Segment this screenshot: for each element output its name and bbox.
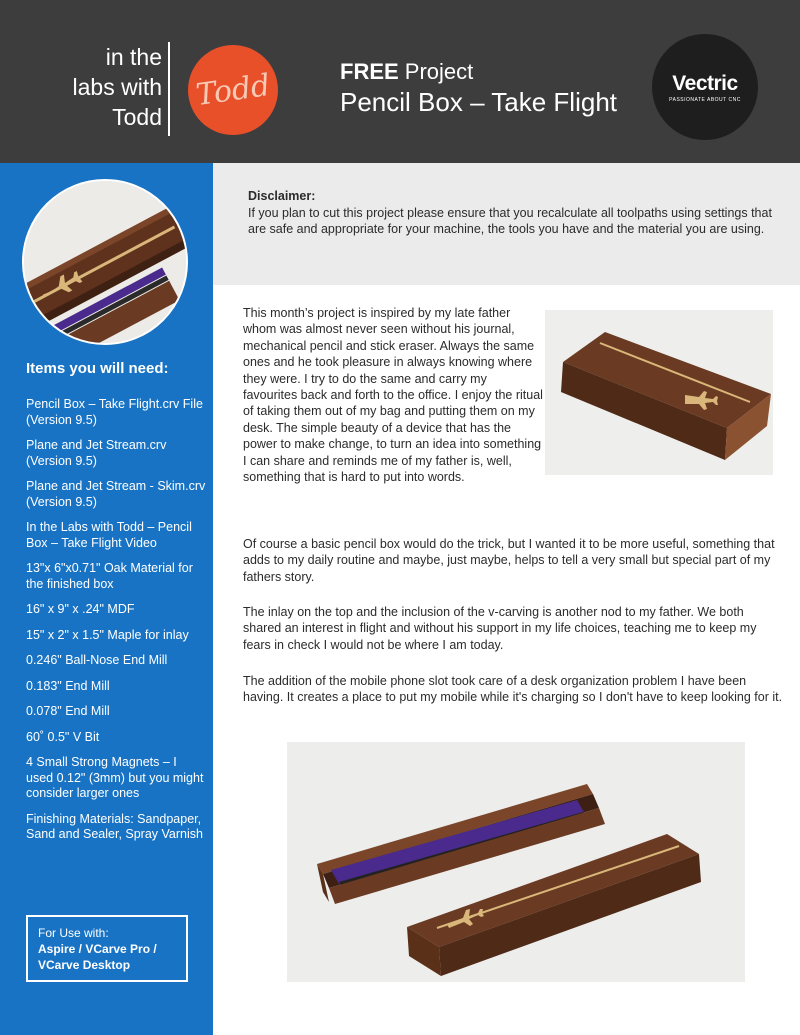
list-item: Finishing Materials: Sandpaper, Sand and Sealer, Spray Varnish [26, 811, 203, 841]
list-item: 0.246" Ball-Nose End Mill [26, 653, 168, 667]
list-item: 15" x 2" x 1.5" Maple for inlay [26, 627, 189, 642]
sidebar [0, 163, 213, 1035]
title-line-1 [340, 58, 617, 86]
items-heading: Items you will need: [26, 360, 169, 377]
intro-paragraph: This month’s project is inspired by my late father whom was almost never seen without his journal, mechanical pencil and stick eraser. Always the same ones and he took pleasure in always knowing where they were. I try to do the same and carry my favourites back and forth to the office. I enjoy the ritual of taking them out of my bag and putting them on my desk. The simple beauty of a device that has the power to make change, to turn an idea into something I can share and reminds me of my father is, well, something that is hard to put into words. [243, 306, 543, 485]
list-item: Pencil Box – Take Flight.crv File (Version 9.5) [26, 397, 203, 427]
vectric-logo-name: Vectric [672, 71, 738, 95]
list-item: In the Labs with Todd – Pencil Box – Take Flight Video [26, 520, 192, 550]
todd-logo [188, 45, 278, 135]
title-line-2: Pencil Box – Take Flight [340, 87, 617, 117]
list-item: Plane and Jet Stream.crv (Version 9.5) [26, 438, 167, 468]
open-pencil-box-photo [287, 742, 745, 982]
page-header [0, 0, 800, 163]
list-item: 4 Small Strong Magnets – I used 0.12" (3mm) but you might consider larger ones [26, 755, 204, 800]
intro-paragraph-wrap [243, 305, 543, 485]
use-with-label: For Use with: [38, 926, 109, 940]
vectric-logo-tagline: PASSIONATE ABOUT CNC [669, 96, 741, 103]
list-item: Plane and Jet Stream - Skim.crv (Version 9.5) [26, 479, 206, 509]
list-item: 0.183" End Mill [26, 678, 110, 693]
disclaimer-title: Disclaimer: [248, 189, 316, 203]
use-with-products: Aspire / VCarve Pro / VCarve Desktop [38, 942, 157, 972]
project-title [340, 58, 617, 118]
disclaimer-panel [213, 163, 800, 285]
list-item: 60˚ 0.5" V Bit [26, 729, 100, 744]
pencil-box-round-photo [22, 179, 188, 345]
brand-text [72, 42, 162, 132]
use-with-box [26, 915, 188, 982]
paragraph-3: The inlay on the top and the inclusion of the v-carving is another nod to my father. We both shared an interest in flight and without his support in my life choices, teaching me to keep my fears in check I would not be where I am today. [243, 605, 757, 652]
list-item: 16" x 9" x .24" MDF [26, 602, 135, 616]
todd-logo-text: Todd [193, 67, 273, 113]
vectric-logo [652, 34, 758, 140]
list-item: 0.078" End Mill [26, 704, 110, 718]
title-free: FREE [340, 59, 399, 84]
items-list [26, 397, 206, 853]
brand-line-2: labs with [72, 74, 162, 100]
title-project: Project [398, 59, 474, 84]
disclaimer-text: If you plan to cut this project please ensure that you recalculate all toolpaths using settings that are safe and appropriate for your machine, the tools you have and the material you are using. [248, 205, 772, 236]
paragraph-2: Of course a basic pencil box would do the trick, but I wanted it to be more useful, something that adds to my daily routine and maybe, just maybe, helps to tell a very small but special part of my fathers story. [243, 537, 775, 584]
closed-pencil-box-photo [545, 310, 773, 475]
brand-divider [168, 42, 170, 136]
paragraph-4: The addition of the mobile phone slot took care of a desk organization problem I have been having. It creates a place to put my mobile while it's charging so I don't have to keep looking for it. [243, 674, 783, 705]
brand-line-3: Todd [112, 104, 162, 130]
brand-line-1: in the [105, 44, 162, 70]
list-item: 13"x 6"x0.71" Oak Material for the finished box [26, 561, 193, 591]
